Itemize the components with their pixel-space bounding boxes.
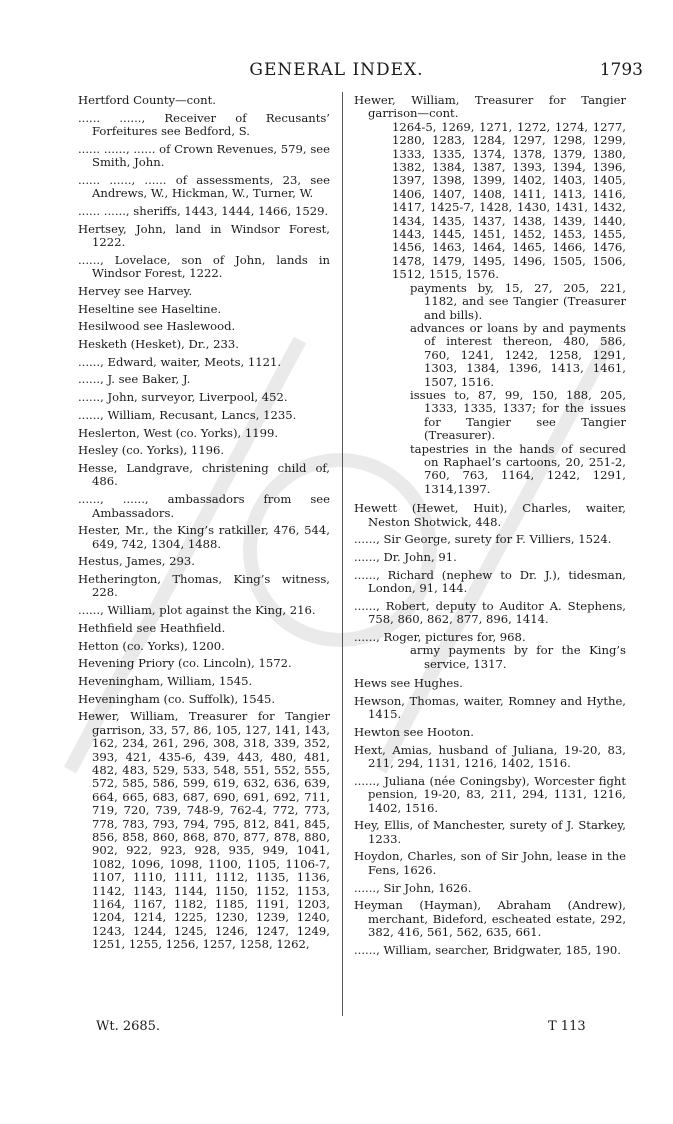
- index-entry: Hoydon, Charles, son of Sir John, lease in the Fens, 1626.: [354, 849, 626, 877]
- index-entry: Hesse, Landgrave, christening child of, 486.: [78, 460, 330, 489]
- subentry: tapestries in the hands of secured on Raphael’s cartoons, 20, 251-2, 760, 763, 1164, 1242, 1291, 1314,1397.: [410, 441, 626, 496]
- index-entry: ......, John, surveyor, Liverpool, 452.: [78, 390, 288, 405]
- index-entry: Hewson, Thomas, waiter, Romney and Hythe, 1415.: [354, 693, 626, 722]
- index-entry: Hethfield see Heathfield.: [78, 620, 226, 635]
- subentry: advances or loans by and payments of interest thereon, 480, 586, 760, 1241, 1242, 1258, 1291, 1303, 1384, 1396, 1413, 1461, 1507, 1516.: [410, 320, 626, 389]
- index-entry: ...... ......, Receiver of Recusants’ Forfeitures see Bedford, S.: [78, 110, 330, 139]
- left-column: [78, 94, 330, 956]
- continued-numbers: 1264-5, 1269, 1271, 1272, 1274, 1277, 1280, 1283, 1284, 1297, 1298, 1299, 1333, 1335, 1374, 1378, 1379, 1380, 1382, 1384, 1387, 1393, 1394, 1396, 1397, 1398, 1399, 1402, 1403, 1405, 1406, 1407, 1408, 1411, 1413, 1416, 1417, 1425-7, 1428, 1430, 1431, 1432, 1434, 1435, 1437, 1438, 1439, 1440, 1443, 1445, 1451, 1452, 1453, 1455, 1456, 1463, 1464, 1465, 1466, 1476, 1478, 1479, 1495, 1496, 1505, 1506, 1512, 1515, 1576.: [392, 119, 626, 282]
- index-entry: Hewton see Hooton.: [354, 724, 474, 739]
- index-entry: ......, Roger, pictures for, 968.: [354, 629, 526, 644]
- index-entry: Hertford County—cont.: [78, 93, 216, 107]
- index-entry: Hetherington, Thomas, King’s witness, 228.: [78, 572, 330, 600]
- index-entry: ......, Dr. John, 91.: [354, 550, 457, 564]
- index-entry: ......, William, searcher, Bridgwater, 185, 190.: [354, 942, 621, 957]
- index-entry: ......, Juliana (née Coningsby), Worcester fight pension, 19-20, 83, 211, 294, 1131, 1216, 1402, 1516.: [354, 773, 626, 815]
- subentry: army payments by for the King’s service, 1317.: [410, 643, 626, 671]
- index-entry: Hews see Hughes.: [354, 676, 463, 691]
- footer-print-mark: Wt. 2685.: [96, 1019, 161, 1034]
- index-entry: Hervey see Harvey.: [78, 283, 193, 298]
- index-entry: ...... ......, sheriffs, 1443, 1444, 1466, 1529.: [78, 204, 329, 219]
- index-entry: ......, Sir John, 1626.: [354, 880, 472, 895]
- page-number: 1793: [599, 60, 643, 80]
- index-entry: Hesilwood see Haslewood.: [78, 319, 236, 334]
- index-entry: Hext, Amias, husband of Juliana, 19-20, 83, 211, 294, 1131, 1216, 1402, 1516.: [354, 742, 626, 771]
- footer-signature: T 113: [548, 1019, 586, 1034]
- index-entry: ......, ......, ambassadors from see Ambassadors.: [78, 492, 330, 520]
- index-entry: Hewett (Hewet, Huit), Charles, waiter, Neston Shotwick, 448.: [354, 501, 626, 529]
- column-divider: [342, 92, 343, 1016]
- right-column: [354, 94, 626, 961]
- index-entry: Hestus, James, 293.: [78, 554, 195, 569]
- index-entry: ......, Sir George, surety for F. Villiers, 1524.: [354, 532, 612, 547]
- index-entry: Hester, Mr., the King’s ratkiller, 476, 544, 649, 742, 1304, 1488.: [78, 523, 330, 551]
- index-entry: ...... ......, ...... of assessments, 23, see Andrews, W., Hickman, W., Turner, W.: [78, 172, 330, 201]
- index-entry: Hesley (co. Yorks), 1196.: [78, 443, 225, 458]
- continued-heading: Hewer, William, Treasurer for Tangier garrison—cont.: [354, 93, 626, 121]
- index-entry: ......, J. see Baker, J.: [78, 372, 191, 387]
- index-entry: ......, Richard (nephew to Dr. J.), tidesman, London, 91, 144.: [354, 567, 626, 596]
- page-title: GENERAL INDEX.: [249, 60, 424, 80]
- index-entry: Heslerton, West (co. Yorks), 1199.: [78, 425, 279, 440]
- index-entry: Heseltine see Haseltine.: [78, 301, 222, 316]
- index-entry: ......, William, Recusant, Lancs, 1235.: [78, 407, 297, 422]
- index-entry: Hetton (co. Yorks), 1200.: [78, 638, 225, 653]
- index-entry: ......, Robert, deputy to Auditor A. Stephens, 758, 860, 862, 877, 896, 1414.: [354, 598, 626, 627]
- index-entry: ......, Lovelace, son of John, lands in Windsor Forest, 1222.: [78, 252, 330, 281]
- subentry: issues to, 87, 99, 150, 188, 205, 1333, 1335, 1337; for the issues for Tangier see Tangier (Treasurer).: [410, 387, 626, 443]
- index-entry: Heveningham, William, 1545.: [78, 673, 253, 688]
- index-entry: ......, William, plot against the King, 216.: [78, 603, 316, 618]
- index-entry: ......, Edward, waiter, Meots, 1121.: [78, 354, 282, 369]
- subentry: payments by, 15, 27, 205, 221, 1182, and see Tangier (Treasurer and bills).: [410, 280, 626, 322]
- index-entry: Heyman (Hayman), Abraham (Andrew), merchant, Bideford, escheated estate, 292, 382, 416, 561, 562, 635, 661.: [354, 898, 626, 940]
- page-header: [0, 60, 673, 82]
- index-entry: Hertsey, John, land in Windsor Forest, 1222.: [78, 221, 330, 250]
- index-entry: Hevening Priory (co. Lincoln), 1572.: [78, 656, 292, 671]
- index-entry: Hesketh (Hesket), Dr., 233.: [78, 337, 239, 352]
- index-entry: Hey, Ellis, of Manchester, surety of J. Starkey, 1233.: [354, 818, 626, 846]
- index-entry: Heveningham (co. Suffolk), 1545.: [78, 691, 276, 706]
- index-entry: ...... ......, ...... of Crown Revenues, 579, see Smith, John.: [78, 141, 330, 170]
- index-entry: Hewer, William, Treasurer for Tangier garrison, 33, 57, 86, 105, 127, 141, 143, 162, 234, 261, 296, 308, 318, 339, 352, 393, 421, 435-6, 439, 443, 480, 481, 482, 483, 529, 533, 548, 551, 552, 555, 572, 585, 586, 599, 619, 632, 636, 639, 664, 665, 683, 687, 690, 691, 692, 711, 719, 720, 739, 748-9, 762-4, 772, 773, 778, 783, 793, 794, 795, 812, 841, 845, 856, 858, 860, 868, 870, 877, 878, 880, 902, 922, 923, 928, 935, 949, 1041, 1082, 1096, 1098, 1100, 1105, 1106-7, 1107, 1110, 1111, 1112, 1135, 1136, 1142, 1143, 1144, 1150, 1152, 1153, 1164, 1167, 1182, 1185, 1191, 1203, 1204, 1214, 1225, 1230, 1239, 1240, 1243, 1244, 1245, 1246, 1247, 1249, 1251, 1255, 1256, 1257, 1258, 1262,: [78, 709, 330, 952]
